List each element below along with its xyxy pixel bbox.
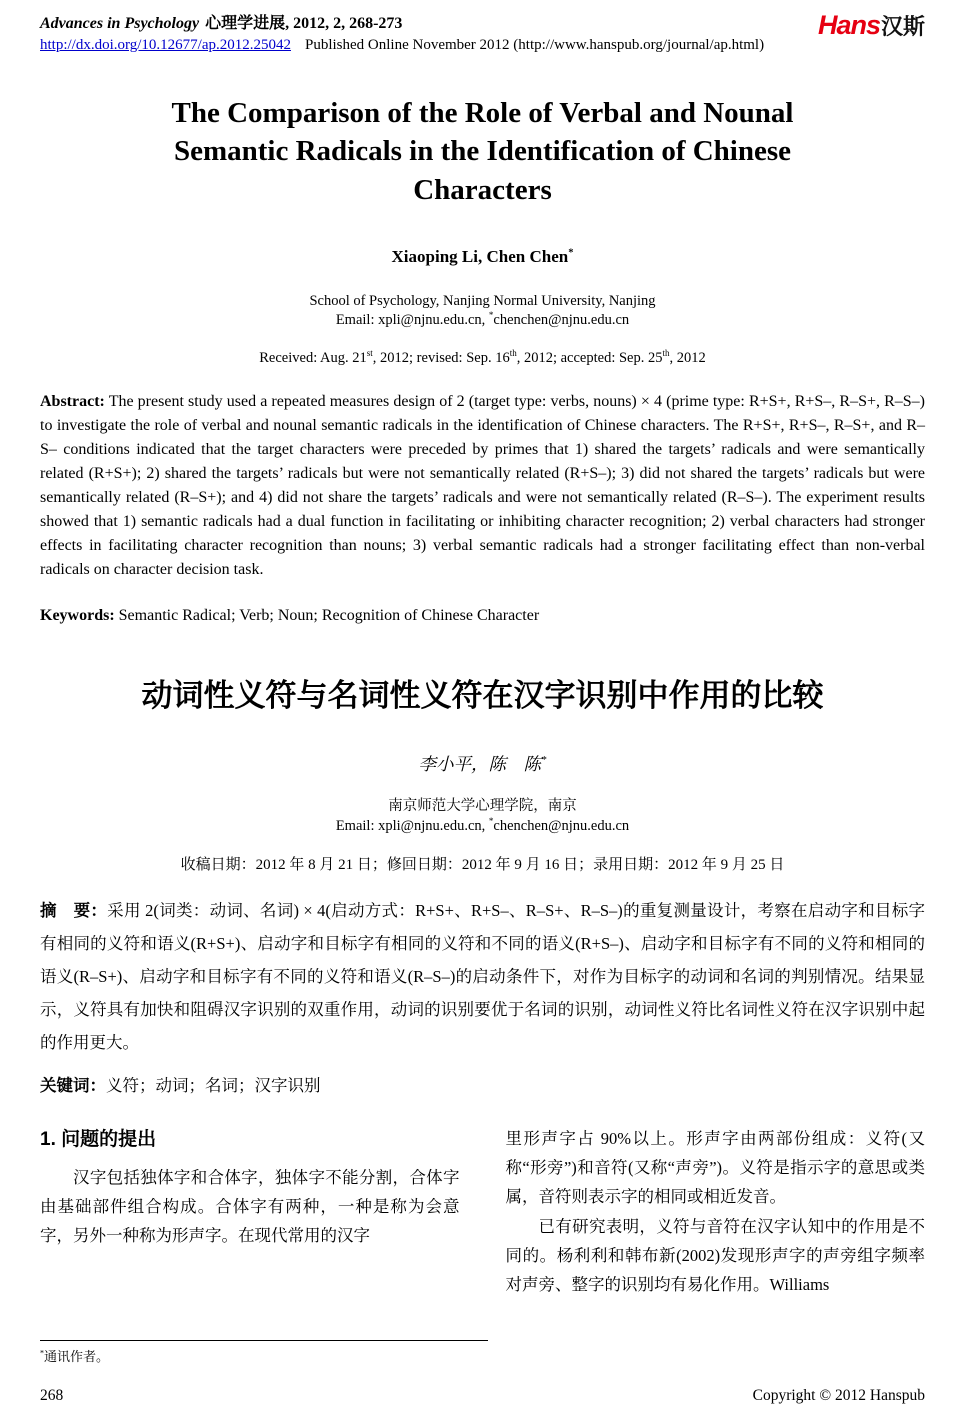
- footnote-text: [40, 1346, 488, 1365]
- title-line-1: The Comparison of the Role of Verbal and Nounal: [171, 97, 794, 129]
- corresponding-author-mark-cn: *: [541, 754, 547, 767]
- journal-header: [40, 10, 925, 54]
- body-columns: [40, 1124, 925, 1300]
- authors-en: [40, 247, 925, 267]
- ordinal-sup: th: [662, 348, 670, 359]
- email-asterisk: *: [488, 310, 494, 321]
- email-suffix-cn: chenchen@njnu.edu.cn: [493, 818, 630, 835]
- footnote-label: 通讯作者。: [44, 1349, 110, 1364]
- title-line-2: Semantic Radicals in the Identification of Chinese: [173, 135, 792, 168]
- published-info: Published Online November 2012 (http://www.hanspub.org/journal/ap.html): [304, 37, 765, 53]
- title-line-3: Characters: [413, 173, 552, 206]
- keywords-en: [40, 607, 925, 625]
- footnote-rule: [40, 1340, 488, 1341]
- abstract-label-en: Abstract:: [40, 392, 105, 410]
- paper-title-en: [40, 94, 925, 209]
- affiliation-cn: 南京师范大学心理学院，南京: [388, 797, 577, 814]
- affiliation-block-en: [40, 292, 925, 331]
- received-part: , 2012; revised: Sep. 16: [372, 349, 510, 366]
- abstract-body-en: The present study used a repeated measures design of 2 (target type: verbs, nouns) × 4 (prime type: R+S+, R+S–, R–S+, R–S–) to investigate the role of verbal and nounal semantic radicals in the identification of Chinese characters. The R+S+, R+S–, R–S+, and R–S– conditions indicated that the target characters were preceded by primes that 1) shared the targets’ radicals and were semantically related (R+S+); 2) shared the targets’ radicals but were not semantically related (R+S–); 3) did not shared the targets’ radicals but were semantically related (R–S+); and 4) did not share the targets’ radicals and were not semantically related (R–S–). The experiment results showed that 1) semantic radicals had a dual function in facilitating or inhibiting character recognition; 2) verbal characters had stronger effects in facilitating character recognition than nouns; 3) verbal semantic radicals had a stronger facilitating effect than non-verbal radicals on character decision task.: [40, 392, 925, 578]
- affiliation-block-cn: [40, 796, 925, 837]
- email-asterisk-cn: *: [488, 816, 494, 827]
- affiliation-en: School of Psychology, Nanjing Normal University, Nanjing: [309, 292, 656, 309]
- publication-line: [40, 37, 764, 54]
- left-column: [40, 1124, 460, 1300]
- keywords-body-cn: 义符；动词；名词；汉字识别: [106, 1075, 321, 1095]
- authors-cn-names: 李小平，陈 陈: [418, 753, 542, 774]
- ordinal-sup: st: [366, 348, 373, 359]
- dates-cn: 收稿日期：2012 年 8 月 21 日；修回日期：2012 年 9 月 16 日；录用日期：2012 年 9 月 25 日: [180, 856, 785, 873]
- journal-line: [40, 10, 764, 33]
- right-column-paragraph-2: 已有研究表明，义符与音符在汉字认知中的作用是不同的。杨利利和韩布新(2002)发现形声字的声旁组字频率对声旁、整字的识别均有易化作用。Williams: [505, 1216, 925, 1295]
- left-column-paragraph: 汉字包括独体字和合体字，独体字不能分割，合体字由基础部件组合构成。合体字有两种，一种是称为会意字，另外一种称为形声字。在现代常用的汉字: [40, 1167, 460, 1246]
- abstract-body-cn: 采用 2(词类：动词、名词) × 4(启动方式：R+S+、R+S–、R–S+、R–S–)的重复测量设计，考察在启动字和目标字有相同的义符和语义(R+S+)、启动字和目标字有相同的义符和不同的语义(R+S–)、启动字和目标字有不同的义符和相同的语义(R–S+)、启动字和目标字有不同的义符和语义(R–S–)的启动条件下，对作为目标字的动词和名词的判别情况。结果显示，义符具有加快和阻碍汉字识别的双重作用，动词的识别要优于名词的识别，动词性义符比名词性义符在汉字识别中起的作用更大。: [40, 900, 926, 1052]
- keywords-label-en: Keywords:: [40, 606, 115, 624]
- page-number: 268: [40, 1387, 64, 1404]
- doi-link[interactable]: http://dx.doi.org/10.12677/ap.2012.25042: [40, 37, 291, 53]
- journal-issue-info: 心理学进展, 2012, 2, 268-273: [205, 15, 403, 32]
- received-dates-en: [40, 350, 925, 367]
- footnote: [40, 1340, 488, 1365]
- hans-logo: [818, 10, 925, 39]
- section-1-heading: 1. 问题的提出: [40, 1128, 157, 1150]
- hans-logo-en: Hans: [817, 10, 880, 40]
- keywords-cn: [40, 1072, 925, 1096]
- authors-en-names: Xiaoping Li, Chen Chen: [391, 246, 569, 266]
- keywords-body-en: Semantic Radical; Verb; Noun; Recognition of Chinese Character: [118, 606, 540, 624]
- copyright: Copyright © 2012 Hanspub: [752, 1387, 925, 1404]
- received-part: Received: Aug. 21: [259, 349, 367, 366]
- received-part: , 2012; accepted: Sep. 25: [516, 349, 663, 366]
- journal-header-left: [40, 10, 764, 54]
- ordinal-sup: th: [509, 348, 517, 359]
- right-column-paragraph-1: 里形声字占 90%以上。形声字由两部份组成：义符(又称“形旁”)和音符(又称“声旁”)。义符是指示字的意思或类属，音符则表示字的相同或相近发音。: [505, 1128, 925, 1207]
- abstract-label-cn: 摘 要：: [40, 900, 108, 920]
- paper-title-cn: 动词性义符与名词性义符在汉字识别中作用的比较: [141, 677, 824, 713]
- abstract-cn: [40, 894, 925, 1059]
- authors-cn: [40, 751, 925, 776]
- email-suffix: chenchen@njnu.edu.cn: [493, 312, 630, 329]
- received-part: , 2012: [669, 349, 706, 366]
- corresponding-author-mark: *: [568, 247, 574, 259]
- hans-logo-cn: 汉斯: [880, 14, 925, 39]
- email-prefix-cn: Email: xpli@njnu.edu.cn,: [335, 818, 489, 835]
- right-column: [506, 1124, 926, 1300]
- email-prefix: Email: xpli@njnu.edu.cn,: [335, 312, 489, 329]
- journal-name: Advances in Psychology: [40, 15, 200, 32]
- email-line-cn: [40, 816, 925, 836]
- footnote-asterisk: *: [40, 1348, 45, 1358]
- keywords-label-cn: 关键词：: [40, 1075, 106, 1095]
- page-footer: [40, 1387, 925, 1405]
- abstract-en: [40, 390, 925, 582]
- email-line-en: [40, 311, 925, 331]
